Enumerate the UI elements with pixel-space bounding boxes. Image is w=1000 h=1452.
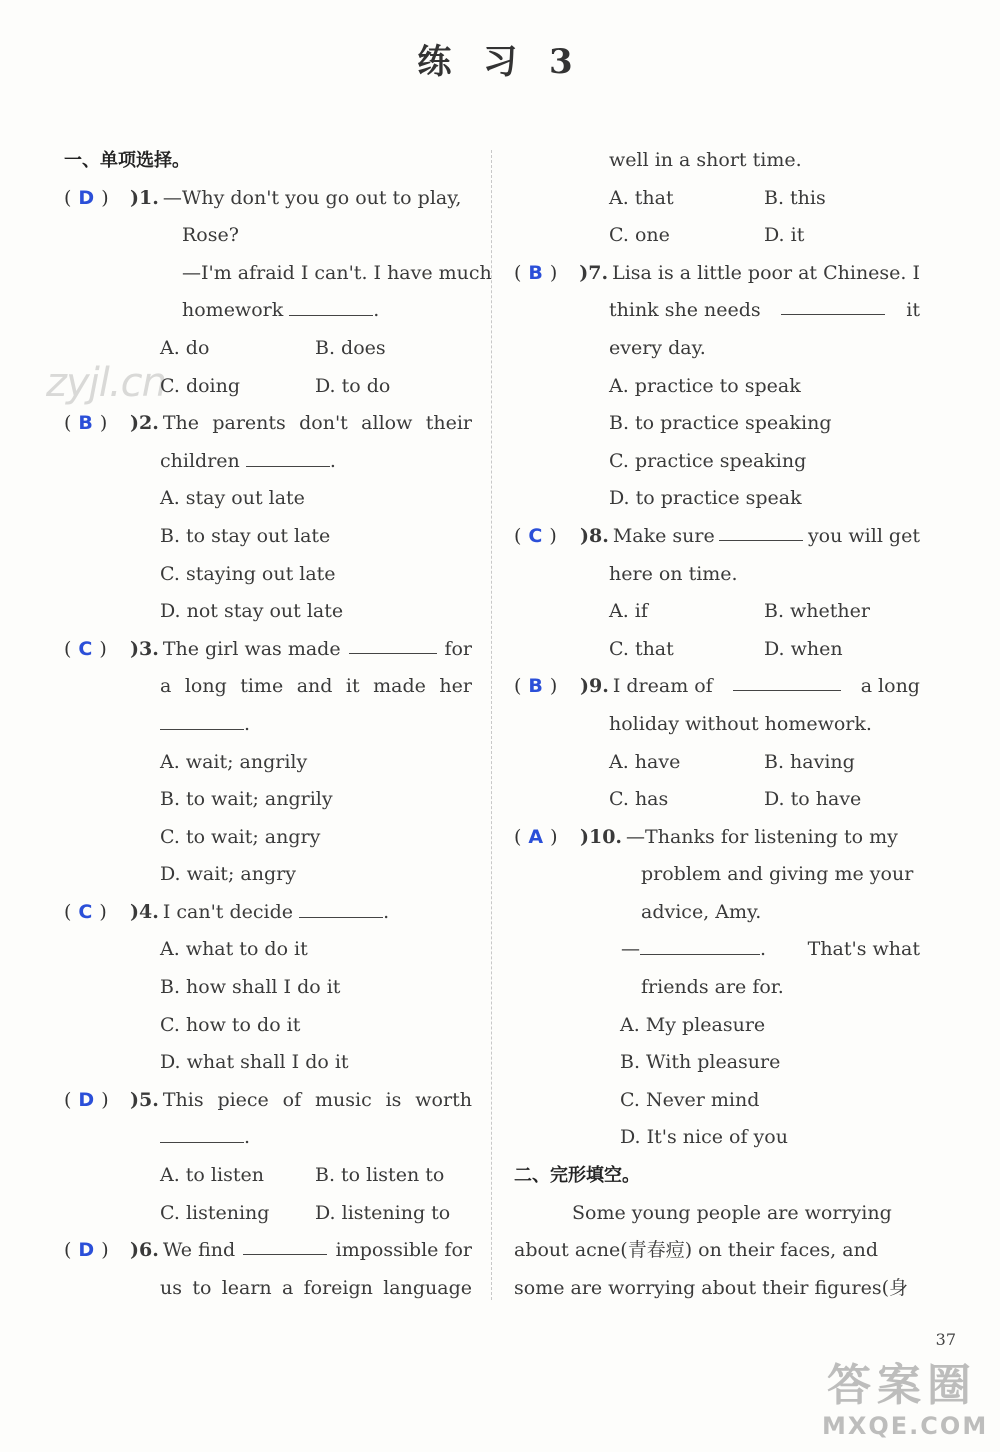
- word: a: [281, 1276, 294, 1299]
- option-c: C. Never mind: [620, 1088, 760, 1111]
- watermark-left: zyjl.cn: [46, 360, 166, 406]
- question-text: problem and giving me your: [641, 863, 914, 886]
- right-column: [514, 142, 920, 1307]
- option-c: C. staying out late: [160, 562, 336, 585]
- answer-q4: C: [78, 900, 93, 923]
- option-a: A. do: [160, 336, 210, 359]
- answer-q3: C: [78, 637, 93, 660]
- question-number: )1.: [130, 186, 159, 209]
- option-b: B. to practice speaking: [609, 412, 832, 435]
- options-row: [64, 368, 472, 406]
- option-b: B. does: [315, 336, 386, 359]
- column-divider: [491, 150, 492, 1300]
- question-text: holiday without homework.: [609, 712, 872, 735]
- word: to: [192, 1276, 212, 1299]
- answer-paren: ( B ): [64, 412, 108, 435]
- option-c: C. one: [609, 224, 670, 247]
- option-c: C. listening: [160, 1201, 270, 1224]
- question-9: [514, 668, 920, 706]
- question-text: [64, 1119, 472, 1157]
- option-c: C. that: [609, 637, 674, 660]
- option-a: A. if: [609, 600, 648, 623]
- text-fragment: a long: [860, 675, 920, 698]
- option-a: A. wait; angrily: [160, 750, 308, 773]
- left-column: [64, 142, 492, 1307]
- text-fragment: you will get: [807, 524, 920, 547]
- question-text: Rose?: [182, 224, 239, 247]
- answer-blank: [349, 631, 437, 654]
- word: piece: [217, 1088, 269, 1111]
- text-fragment: The girl was made: [162, 637, 341, 660]
- word: and: [296, 675, 333, 698]
- text-fragment: children: [160, 449, 240, 472]
- option-a: A. what to do it: [160, 938, 308, 961]
- question-text: [64, 443, 472, 481]
- answer-q1: D: [78, 186, 95, 209]
- question-number: )3.: [130, 637, 159, 660]
- question-4: [64, 894, 472, 932]
- option-b: B. whether: [764, 600, 870, 623]
- option-d: D. to do: [315, 374, 391, 397]
- question-text: well in a short time.: [609, 149, 802, 171]
- question-number: )9.: [580, 675, 609, 698]
- option-b: B. With pleasure: [620, 1051, 781, 1074]
- question-text: [64, 706, 472, 744]
- answer-paren: ( D ): [64, 186, 109, 209]
- cloze-text: about acne(青春痘) on their faces, and: [514, 1239, 878, 1262]
- question-text: Lisa is a little poor at Chinese. I: [612, 261, 920, 284]
- answer-blank: [160, 1120, 244, 1143]
- option-b: B. how shall I do it: [160, 976, 341, 999]
- option-c: C. doing: [160, 374, 241, 397]
- word: of: [282, 1088, 302, 1111]
- answer-blank: [243, 1232, 327, 1255]
- text-fragment: it: [906, 299, 920, 322]
- section2-heading: 二、完形填空。: [514, 1165, 640, 1187]
- text-fragment: That's what: [807, 938, 920, 961]
- question-text: [64, 668, 472, 706]
- page-number: 37: [935, 1330, 956, 1349]
- word: it: [345, 675, 360, 698]
- option-b: B. having: [764, 750, 855, 773]
- answer-paren: ( D ): [64, 1088, 109, 1111]
- word: allow: [361, 412, 413, 435]
- word: learn: [221, 1276, 272, 1299]
- answer-paren: ( B ): [514, 675, 558, 698]
- question-text: —Why don't you go out to play,: [162, 186, 462, 209]
- option-a: A. practice to speak: [609, 374, 801, 397]
- answer-q10: A: [528, 825, 544, 848]
- word: us: [160, 1276, 182, 1299]
- question-8: [514, 518, 920, 556]
- text-fragment: I dream of: [612, 675, 713, 698]
- question-number: )10.: [580, 825, 623, 848]
- question-number: )2.: [130, 412, 159, 435]
- question-text: every day.: [609, 336, 706, 359]
- answer-q7: B: [528, 261, 543, 284]
- answer-blank: [246, 444, 330, 467]
- question-text: friends are for.: [641, 976, 784, 999]
- question-number: )8.: [580, 524, 609, 547]
- question-number: )5.: [130, 1088, 159, 1111]
- answer-blank: [299, 895, 383, 918]
- option-c: C. practice speaking: [609, 449, 807, 472]
- option-d: D. wait; angry: [160, 863, 296, 886]
- answer-q8: C: [528, 524, 543, 547]
- word: This: [162, 1088, 204, 1111]
- text-fragment: .: [244, 712, 251, 735]
- answer-paren: ( C ): [64, 637, 107, 660]
- options-row: [64, 1195, 472, 1233]
- answer-paren: ( C ): [514, 524, 557, 547]
- text-fragment: We find: [162, 1239, 236, 1262]
- watermark-logo-text: 答案圈: [827, 1360, 977, 1411]
- question-6: [64, 1232, 472, 1270]
- cloze-text: some are worrying about their figures(身: [514, 1276, 909, 1299]
- text-fragment: .: [383, 900, 390, 923]
- watermark-logo-url: MXQE.COM: [822, 1412, 989, 1440]
- answer-paren: ( B ): [514, 261, 558, 284]
- question-text: —I'm afraid I can't. I have much: [182, 261, 492, 284]
- question-text: advice, Amy.: [641, 900, 762, 923]
- option-c: C. to wait; angry: [160, 825, 321, 848]
- question-text: [514, 931, 920, 969]
- answer-blank: [781, 292, 885, 315]
- option-d: D. when: [764, 637, 843, 660]
- question-1: [64, 180, 472, 218]
- answer-blank: [719, 518, 803, 541]
- text-fragment: .: [244, 1126, 251, 1149]
- option-d: D. it: [764, 224, 805, 247]
- section1-heading: 一、单项选择。: [64, 150, 190, 171]
- options-row: [64, 330, 472, 368]
- options-row: [514, 781, 920, 819]
- text-fragment: for: [444, 637, 472, 660]
- option-c: C. how to do it: [160, 1013, 301, 1036]
- word: don't: [299, 412, 348, 435]
- word: The: [162, 412, 199, 435]
- text-fragment: Make sure: [612, 524, 715, 547]
- options-row: [514, 217, 920, 255]
- answer-paren: ( A ): [514, 825, 558, 848]
- word: foreign: [303, 1276, 373, 1299]
- question-text: here on time.: [609, 562, 738, 585]
- question-2: [64, 405, 472, 443]
- answer-paren: ( C ): [64, 900, 107, 923]
- question-number: )7.: [579, 261, 609, 284]
- question-text: [64, 1270, 472, 1308]
- answer-blank: [733, 668, 841, 691]
- answer-q9: B: [528, 675, 543, 698]
- word: made: [373, 675, 426, 698]
- answer-paren: ( D ): [64, 1239, 109, 1262]
- option-a: A. have: [609, 750, 681, 773]
- question-10: [514, 819, 920, 857]
- option-c: C. has: [609, 788, 669, 811]
- word: music: [315, 1088, 372, 1111]
- page-title: 练 习 3: [417, 42, 583, 82]
- option-d: D. to practice speak: [609, 487, 802, 510]
- text-fragment: think she needs: [609, 299, 761, 322]
- word: their: [425, 412, 472, 435]
- option-a: A. that: [609, 186, 674, 209]
- option-d: D. what shall I do it: [160, 1051, 349, 1074]
- question-number: )6.: [130, 1239, 159, 1262]
- question-text: [64, 292, 472, 330]
- word: time: [240, 675, 284, 698]
- option-a: A. My pleasure: [620, 1013, 766, 1036]
- question-text: [514, 292, 920, 330]
- question-3: [64, 631, 472, 669]
- option-a: A. to listen: [160, 1164, 264, 1187]
- answer-q5: D: [78, 1088, 95, 1111]
- option-b: B. to stay out late: [160, 524, 331, 547]
- answer-blank: [289, 293, 373, 316]
- options-row: [64, 1157, 472, 1195]
- answer-q2: B: [78, 412, 93, 435]
- option-b: B. to wait; angrily: [160, 788, 333, 811]
- text-fragment: .: [760, 938, 767, 961]
- word: her: [439, 675, 472, 698]
- text-fragment: homework: [182, 299, 284, 322]
- text-fragment: I can't decide: [162, 900, 294, 923]
- watermark-logo: [822, 1360, 989, 1440]
- question-number: )4.: [130, 900, 159, 923]
- question-5: [64, 1082, 472, 1120]
- option-d: D. to have: [764, 788, 862, 811]
- word: long: [184, 675, 227, 698]
- option-d: D. not stay out late: [160, 600, 344, 623]
- answer-blank: [160, 707, 244, 730]
- question-7: [514, 255, 920, 293]
- question-text: —Thanks for listening to my: [626, 825, 898, 848]
- options-row: [514, 744, 920, 782]
- word: language: [383, 1276, 472, 1299]
- word: is: [385, 1088, 402, 1111]
- options-row: [514, 593, 920, 631]
- word: parents: [212, 412, 286, 435]
- text-fragment: —: [621, 938, 640, 961]
- text-fragment: impossible for: [335, 1239, 472, 1262]
- text-fragment: .: [329, 449, 336, 472]
- option-a: A. stay out late: [160, 487, 305, 510]
- option-d: D. listening to: [315, 1201, 451, 1224]
- cloze-text: Some young people are worrying: [572, 1201, 892, 1224]
- word: worth: [415, 1088, 472, 1111]
- option-b: B. this: [764, 186, 826, 209]
- options-row: [514, 180, 920, 218]
- answer-blank: [640, 932, 760, 955]
- answer-q6: D: [78, 1239, 95, 1262]
- option-d: D. It's nice of you: [620, 1126, 788, 1149]
- text-fragment: .: [373, 299, 380, 322]
- options-row: [514, 631, 920, 669]
- word: a: [160, 675, 172, 698]
- option-b: B. to listen to: [315, 1164, 445, 1187]
